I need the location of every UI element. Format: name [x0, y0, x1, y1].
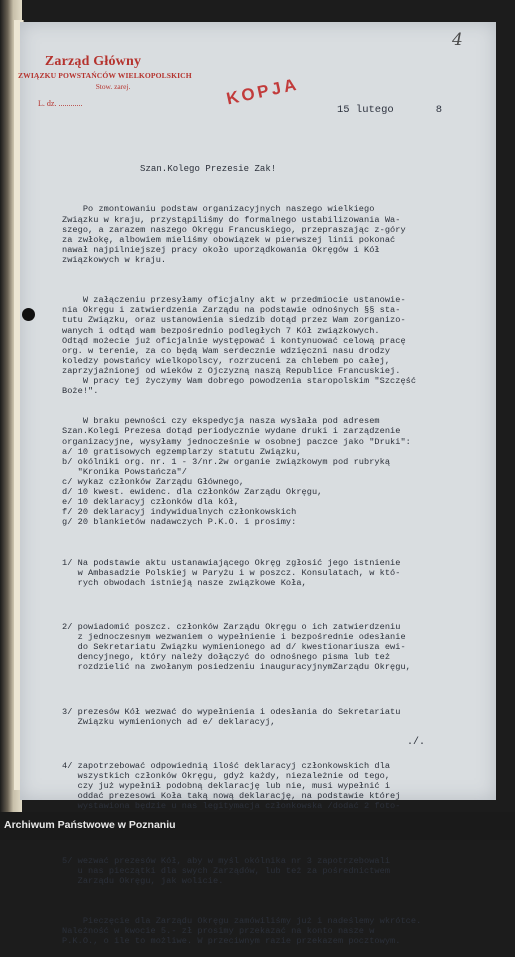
paragraph-seals: Pieczęcie dla Zarządu Okręgu zamówiliśmy już i nadeślemy wkrótce. Należność w kwocie 5.- zł prosimy przekazać na konto nasze w P.K.O., o ile to możliwe. W przeciwnym razie przekazem pocztowym.: [62, 916, 422, 947]
stamp-line-registered: Stow. zarej.: [95, 82, 131, 91]
punch-hole: [22, 308, 35, 321]
copy-stamp: KOPJA: [224, 74, 301, 109]
stamp-line-reference: L. dz. ............: [38, 99, 83, 108]
request-item-4: 4/ zapotrzebować odpowiednią ilość deklaracyj członkowskich dla wszystkich członków Okręgu, gdyż każdy, niezależnie od tego, czy już wypełnił podobną deklarację lub nie, musi wypełnić i oddać prezesowi Koła taką nową deklarację, na podstawie której wystawiona będzie u nas legitymacja członkowska /dodać 2 foto-: [62, 761, 401, 812]
paragraph-attachment: W załączeniu przesyłamy oficjalny akt w przedmiocie ustanowie- nia Okręgu i zatwierdzenia Zarządu na podstawie odnośnych §§ sta- tutu Związku, oraz ustanowienia siedzib dotąd przez Wam zorganizo- wanych i odtąd wam bezpośrednio podległych 7 Kół związkowych. Odtąd możecie już oficjalnie występować i kontynuować celową pracę org. w terenie, za co będą Wam serdecznie wdzięczni nasu drodzy koledzy powstańcy wielkopolscy, rozrzuceni za chlebem po całej, zaprzyjaźnionej od wieków z Ojczyzną naszą Republice Francuskiej. W pracy tej życzymy Wam dobrego powodzenia staropolskim "Szczęść Boże!".: [62, 295, 417, 397]
page-number: 8: [435, 104, 443, 116]
salutation: Szan.Kolego Prezesie Zak!: [140, 164, 277, 175]
sheet-number: 4: [452, 30, 463, 50]
continuation-mark: ./.: [407, 737, 426, 748]
letter-date: [337, 104, 442, 116]
request-item-2: 2/ powiadomić poszcz. członków Zarządu Okręgu o ich zatwierdzeniu z jednoczesnym wezwaniem o wypełnienie i bezpośrednie odesłanie do Sekretariatu Związku wymienionego ad d/ kwestionariusza ewi- dencyjnego, który należy dołączyć do odnośnego pisma lub też rozdzielić na zwołanym posiedzeniu inauguracyjnymZarządu Okręgu,: [62, 622, 411, 673]
request-item-5: 5/ wezwać prezesów Kół, aby w myśl okólnika nr 3 zapotrzebowali u nas pieczątki dla swych Zarządów, lub też za pośrednictwem Zarządu Okręgu, jak wolicie.: [62, 855, 391, 886]
request-item-3: 3/ prezesów Kół wezwać do wypełnienia i odesłania do Sekretariatu Związku wymienionych ad e/ deklaracyj,: [62, 706, 401, 727]
paragraph-intro: Po zmontowaniu podstaw organizacyjnych naszego wielkiego Związku w kraju, przystąpiliśmy do formalnego ustabilizowania Wa- szego, a zarazem naszego Okręgu Francuskiego, przepraszając z-góry za zwłokę, albowiem mieliśmy obowiązek w pierwszej linii pokonać nawał najpilniejszej pracy około uporządkowania Okręgów i Kół związkowych w kraju.: [62, 204, 406, 265]
stamp-line-union: ZWIĄZKU POWSTAŃCÓW WIELKOPOLSKICH: [18, 71, 192, 80]
paragraph-prints-list: W braku pewności czy ekspedycja nasza wysłała pod adresem Szan.Kolegi Prezesa dotąd periodycznie wydane druki i zarządzenie organizacyjne, wysyłamy jednocześnie w osobnej paczce jako "Druki": a/ 10 gratisowych egzemplarzy statutu Związku, b/ okólniki org. nr. 1 - 3/nr.2w organie związkowym pod rubryką "Kronika Powstańcza"/ c/ wykaz członków Zarządu Głównego, d/ 10 kwest. ewidenc. dla członków Zarządu Okręgu, e/ 10 deklaracyj członków dla kół, f/ 20 deklaracyj indywidualnych członkowskich g/ 20 blankietów nadawczych P.K.O. i prosimy:: [62, 416, 411, 528]
request-item-1: 1/ Na podstawie aktu ustanawiającego Okręg zgłosić jego istnienie w Ambasadzie Polskiej w Paryżu i w poszcz. Konsulatach, w któ- rych obwodach istnieją nasze związkowe Koła,: [62, 557, 401, 588]
organization-stamp: [18, 54, 192, 108]
archive-footer: Archiwum Państwowe w Poznaniu: [4, 819, 176, 831]
stamp-line-title: Zarząd Główny: [44, 54, 142, 69]
date-text: 15 lutego: [337, 104, 394, 116]
